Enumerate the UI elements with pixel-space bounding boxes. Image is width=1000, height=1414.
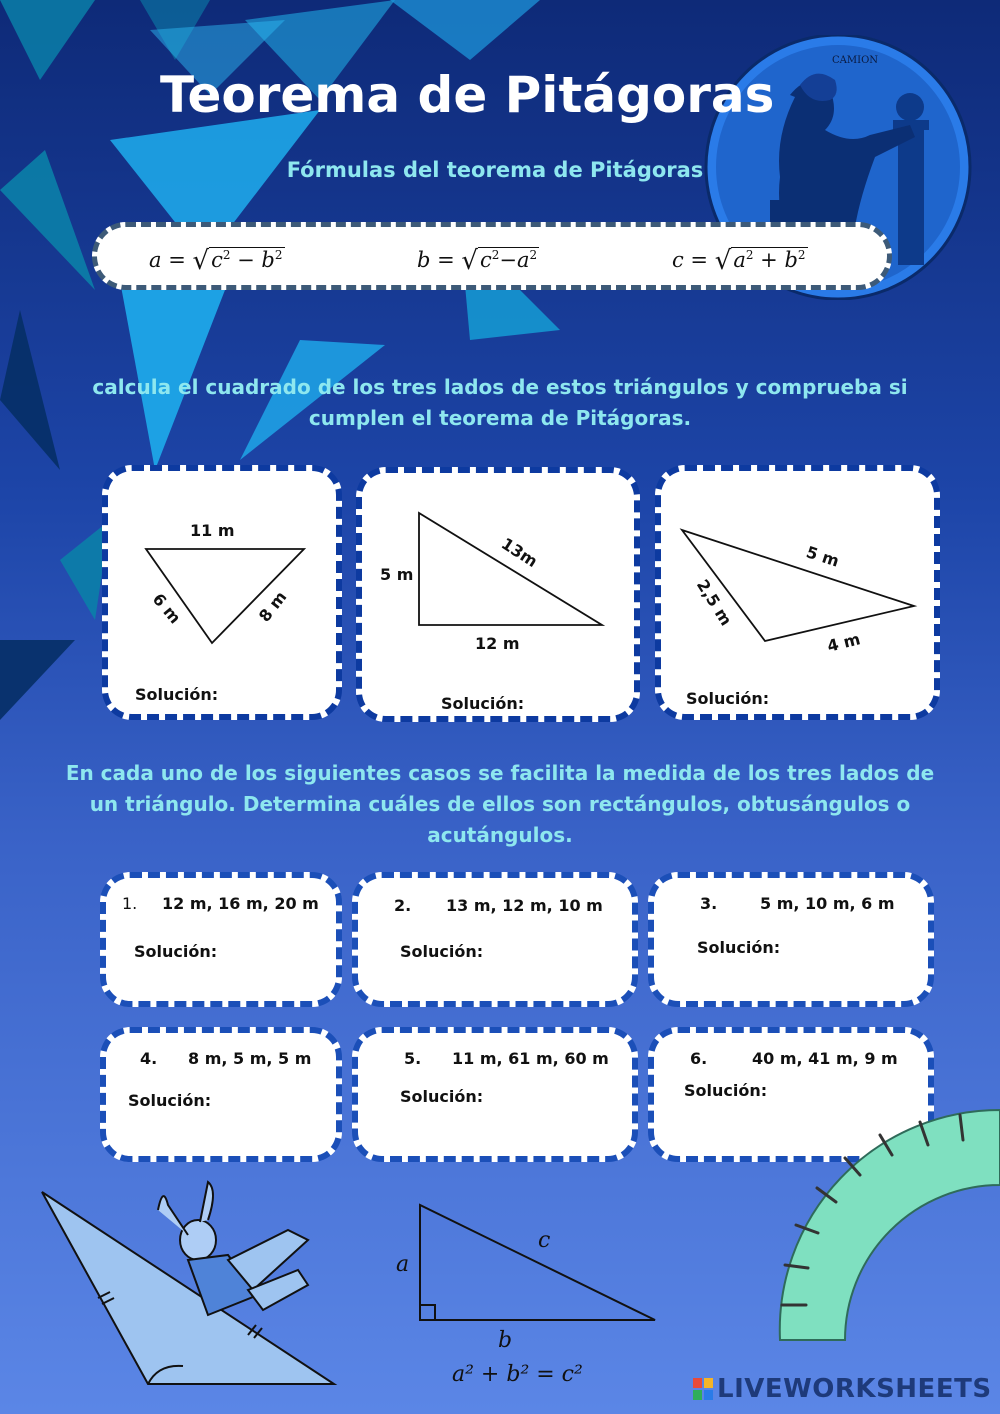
instruction-1: calcula el cuadrado de los tres lados de estos triángulos y comprueba si cumplen el teorema de Pitágoras. [92,375,908,430]
case-6-solution-label: Solución: [684,1081,768,1100]
exp: 2 [491,248,500,262]
case-3-number: 3. [700,894,718,913]
case-2-sides [394,896,603,915]
case-4-number: 4. [140,1049,158,1068]
case-5-solution-label: Solución: [400,1087,484,1106]
formula-a-lhs: a = [149,248,186,272]
liveworksheets-watermark[interactable] [693,1374,992,1404]
page-title: Teorema de Pitágoras [160,66,775,124]
right-triangle-diagram [390,1195,670,1355]
triangle-3-side-bottom: 4 m [825,629,863,656]
diagram-label-a: a [396,1252,410,1277]
case-1-number: 1. [122,894,138,913]
case-2-values: 13 m, 12 m, 10 m [446,896,603,915]
person-sliding-illustration [38,1180,348,1390]
formula-c-lhs: c = [672,248,709,272]
case-2-solution-label: Solución: [400,942,484,961]
exp: 2 [274,248,283,262]
case-4-solution-label: Solución: [128,1091,212,1110]
triangle-3-side-top: 5 m [803,542,842,571]
coin-text: CAMION [832,55,879,66]
op: −a [499,248,530,272]
case-3-solution-label: Solución: [697,938,781,957]
liveworksheets-logo-icon [693,1378,713,1400]
triangle-2-side-left: 5 m [380,565,414,584]
case-5-sides [404,1049,609,1068]
exp: 2 [797,248,806,262]
formula-bar [92,222,892,290]
op: + b [760,248,798,272]
triangle-1-side-top: 11 m [190,521,235,540]
case-1-sides [122,894,319,913]
case-2-number: 2. [394,896,412,915]
var-c: c [479,248,492,272]
sqrt-symbol: √ [461,246,478,276]
triangle-1-side-right: 8 m [254,587,291,626]
diagram-label-c: c [538,1228,551,1253]
case-5-number: 5. [404,1049,422,1068]
triangle-card-2[interactable] [356,467,640,722]
triangle-2-side-hyp: 13m [497,533,541,572]
formula-b-lhs: b = [417,248,455,272]
formula-c [672,244,808,274]
case-6-sides [690,1049,898,1068]
protractor-illustration [760,1100,1000,1390]
triangle-3-side-left: 2,5 m [692,576,736,629]
pythagorean-equation: a² + b² = c² [452,1362,583,1387]
sqrt-symbol: √ [192,246,210,276]
sqrt-symbol: √ [714,246,732,276]
case-6-number: 6. [690,1049,708,1068]
exp: 2 [222,248,231,262]
case-4-values: 8 m, 5 m, 5 m [188,1049,312,1068]
triangle-card-1[interactable] [102,465,342,720]
formula-b [417,244,539,274]
case-1-values: 12 m, 16 m, 20 m [162,894,319,913]
watermark-text: LIVEWORKSHEETS [717,1374,992,1404]
triangle-2-solution-label: Solución: [441,694,525,713]
case-6-values: 40 m, 41 m, 9 m [752,1049,898,1068]
formula-a-radicand [209,247,284,272]
case-card-1[interactable] [100,872,342,1007]
case-card-2[interactable] [352,872,638,1007]
triangle-card-3[interactable] [655,465,940,720]
formula-c-radicand [731,247,807,272]
case-card-3[interactable] [648,872,934,1007]
case-4-sides [140,1049,311,1068]
formulas-subtitle: Fórmulas del teorema de Pitágoras [286,158,704,182]
exp: 2 [745,248,754,262]
var-c: c [211,248,223,272]
formula-b-radicand [478,247,539,272]
case-card-5[interactable] [352,1027,638,1162]
triangle-1-diagram [108,471,338,716]
diagram-label-b: b [498,1328,513,1353]
triangle-1-solution-label: Solución: [135,685,219,704]
case-3-sides [700,894,895,913]
case-card-4[interactable] [100,1027,342,1162]
triangle-2-diagram [362,473,637,718]
op: − b [237,248,275,272]
case-1-solution-label: Solución: [134,942,218,961]
triangle-2-side-bottom: 12 m [475,634,520,653]
instruction-2: En cada uno de los siguientes casos se facilita la medida de los tres lados de un triángulo. Determina cuáles de ellos son rectángulos, obtusángulos o acutángulos. [65,761,935,847]
var-a: a [733,248,746,272]
case-5-values: 11 m, 61 m, 60 m [452,1049,609,1068]
exp: 2 [529,248,538,262]
triangle-1-side-left: 6 m [148,589,185,628]
case-3-values: 5 m, 10 m, 6 m [760,894,895,913]
triangle-3-solution-label: Solución: [686,689,770,708]
formula-a [149,244,285,274]
